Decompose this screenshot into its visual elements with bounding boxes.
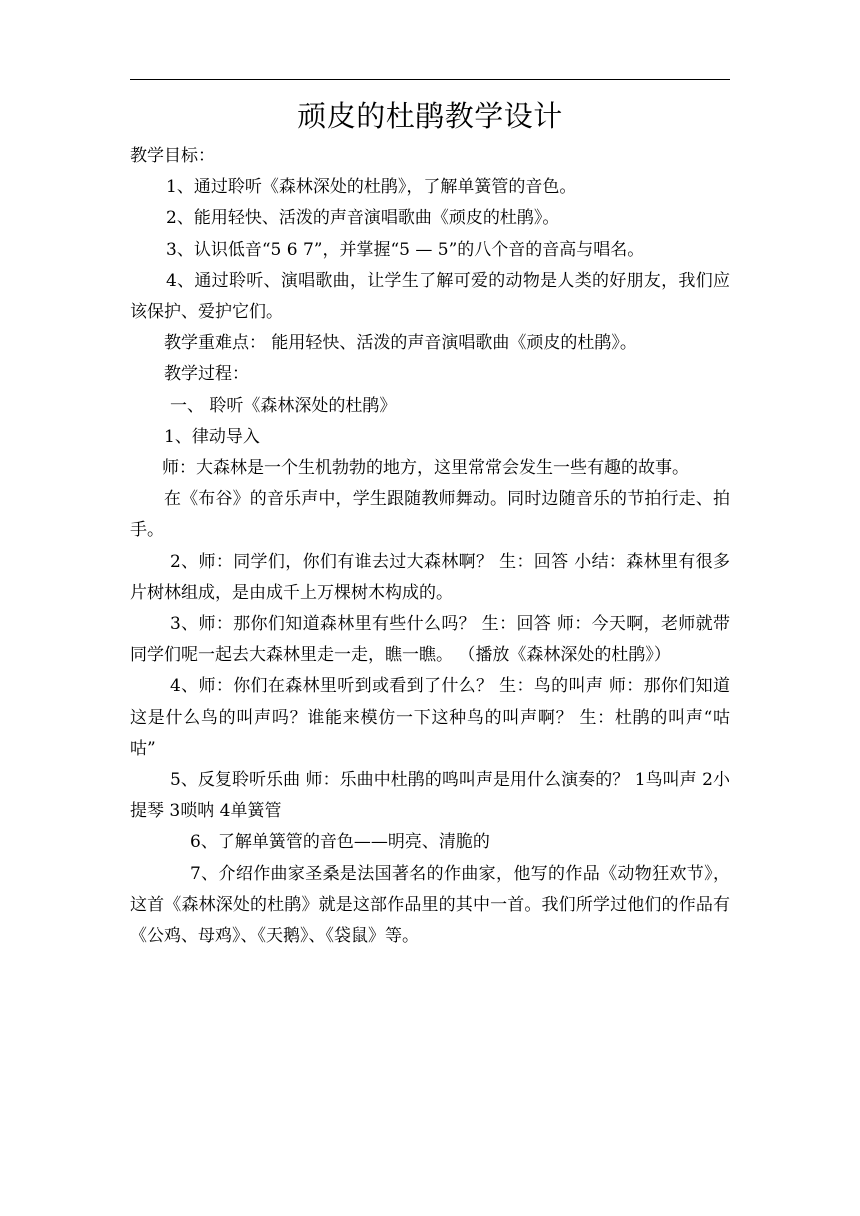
step-6: 6、了解单簧管的音色——明亮、清脆的 [190, 832, 490, 853]
objective-2: 2、能用轻快、活泼的声音演唱歌曲《顽皮的杜鹃》。 [166, 208, 560, 229]
step-4: 4、师：你们在森林里听到或看到了什么？ 生：鸟的叫声 师：那你们知道这是什么鸟的叫声吗？谁能来模仿一下这种鸟的叫声啊？ 生：杜鹃的叫声“咕咕” [130, 676, 730, 759]
objective-1: 1、通过聆听《森林深处的杜鹃》，了解单簧管的音色。 [166, 177, 577, 198]
step-5: 5、反复聆听乐曲 师：乐曲中杜鹃的鸣叫声是用什么演奏的？ 1鸟叫声 2小提琴 3唢呐 4单簧管 [130, 770, 730, 822]
section-heading-process: 教学过程： [164, 364, 249, 385]
objective-4: 4、通过聆听、演唱歌曲，让学生了解可爱的动物是人类的好朋友，我们应该保护、爱护它们。 [130, 270, 730, 323]
step-7: 7、介绍作曲家圣桑是法国著名的作曲家，他写的作品《动物狂欢节》，这首《森林深处的杜鹃》就是这部作品里的其中一首。我们所学过他们的作品有《公鸡、母鸡》、《天鹅》、《袋鼠》等。 [130, 863, 730, 947]
step-2: 2、师：同学们，你们有谁去过大森林啊？ 生：回答 小结：森林里有很多片树林组成，是由成千上万棵树木构成的。 [130, 551, 730, 603]
document-title: 顽皮的杜鹃教学设计 [297, 99, 563, 133]
key-difficulty: 教学重难点： 能用轻快、活泼的声音演唱歌曲《顽皮的杜鹃》。 [164, 333, 637, 354]
part-one-heading: 一、 聆听《森林深处的杜鹃》 [170, 395, 397, 416]
header-rule [130, 79, 730, 80]
section-heading-objectives: 教学目标： [130, 146, 215, 166]
step-1-activity: 在《布谷》的音乐声中，学生跟随教师舞动。同时边随音乐的节拍行走、拍手。 [130, 489, 730, 541]
objective-3: 3、认识低音“5 6 7”，并掌握“5 — 5”的八个音的音高与唱名。 [166, 239, 645, 260]
step-3: 3、师：那你们知道森林里有些什么吗？ 生：回答 师：今天啊，老师就带同学们呢一起去大森林里走一走，瞧一瞧。 （播放《森林深处的杜鹃》） [130, 614, 730, 666]
document-body [130, 141, 730, 952]
step-1-heading: 1、律动导入 [164, 426, 260, 447]
step-1-teacher: 师：大森林是一个生机勃勃的地方，这里常常会发生一些有趣的故事。 [162, 458, 689, 479]
